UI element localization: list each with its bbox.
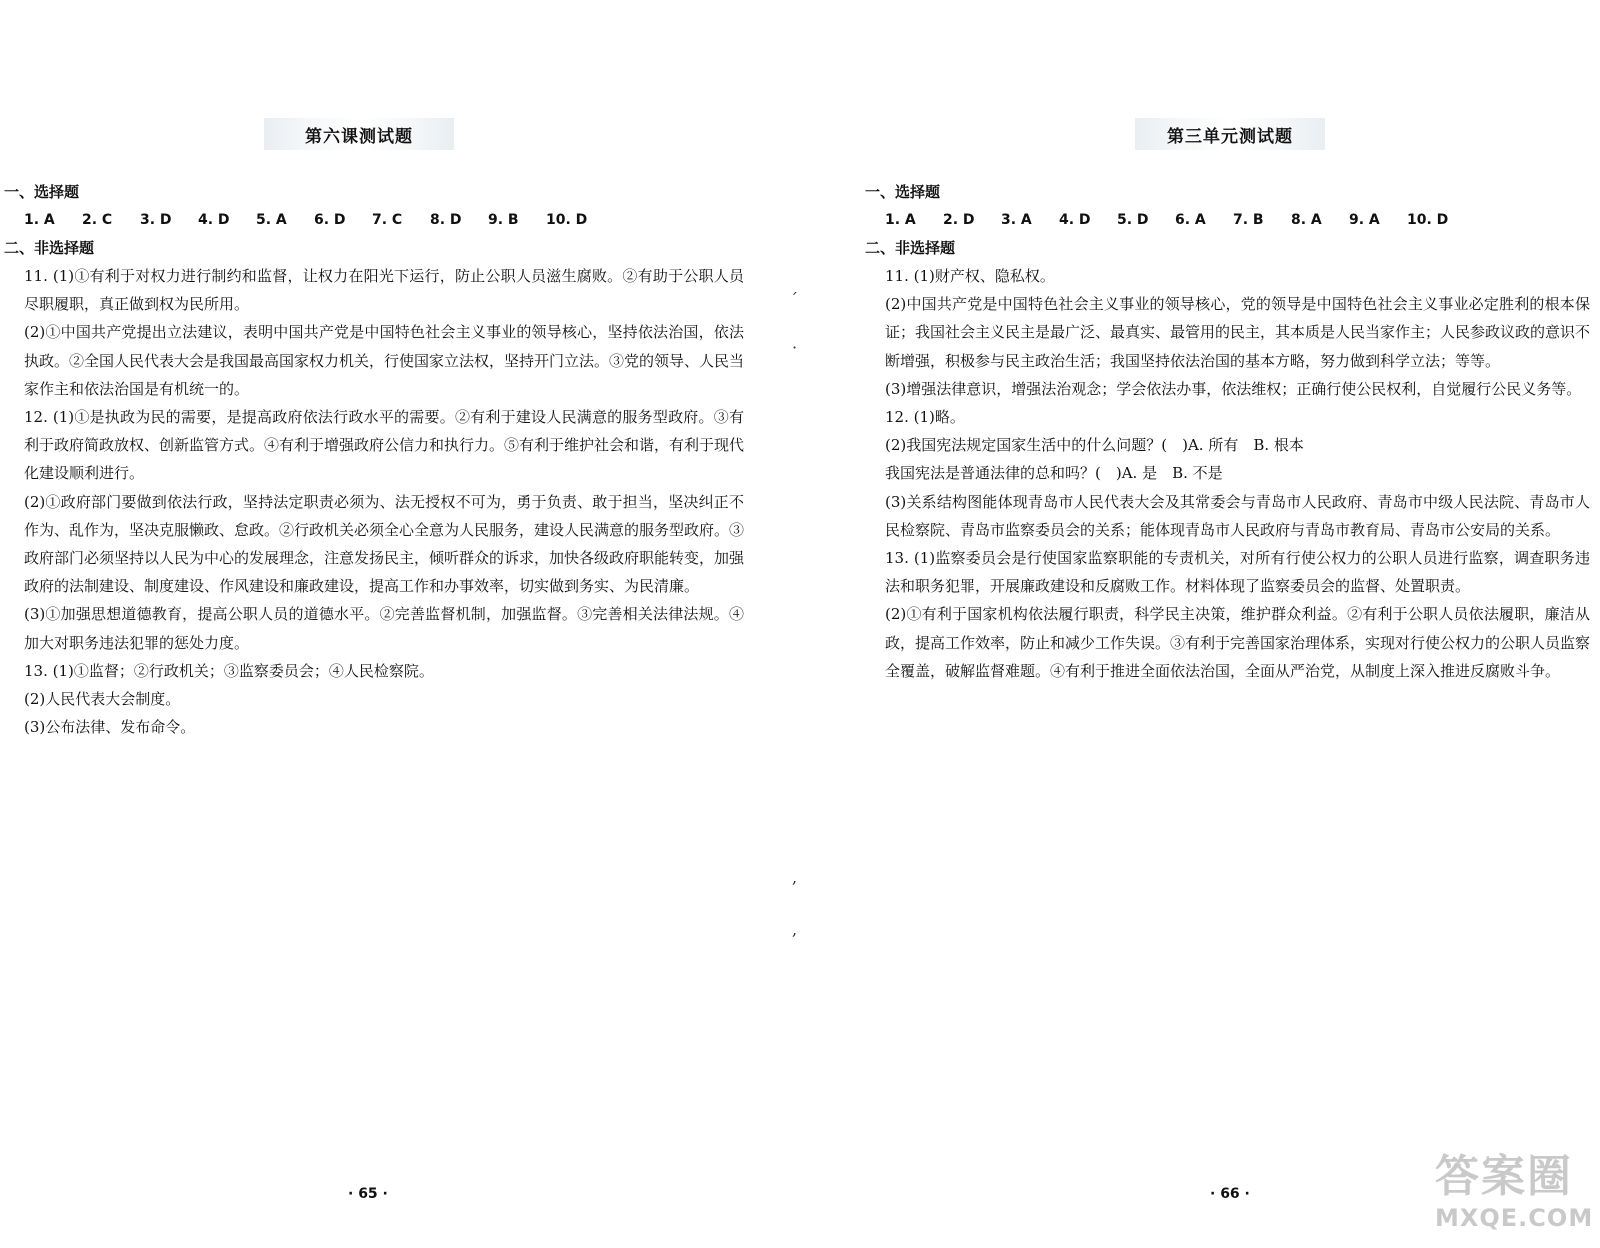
answer-paragraph: (2)①有利于国家机构依法履行职责，科学民主决策，维护群众利益。②有利于公职人员依法履职，廉洁从政，提高工作效率，防止和减少工作失误。③有利于完善国家治理体系，实现对行使公权力的公职人员监察全覆盖，破解监督难题。④有利于推进全面依法治国，全面从严治党，从制度上深入推进反腐败斗争。 [885,605,1591,680]
answer-paragraph: 12. (1)略。 [885,408,965,427]
answer-paragraph: 11. (1)①有利于对权力进行制约和监督，让权力在阳光下运行，防止公职人员滋生腐败。②有助于公职人员尽职履职，真正做到权为民所用。 [24,267,744,314]
left-answer-row [4,206,744,234]
answer-item: 8. A [1291,212,1322,228]
answer-item: 4. D [198,212,230,228]
scan-mark: ˊ [790,290,798,309]
answer-item: 4. D [1059,212,1091,228]
right-page [855,0,1600,1248]
answer-item: 7. B [1233,212,1264,228]
left-page-title: 第六课测试题 [264,118,454,150]
left-section-open-title: 二、非选择题 [4,239,95,257]
answer-paragraph: (2)①政府部门要做到依法行政，坚持法定职责必须为、法无授权不可为，勇于负责、敢于担当，坚决纠正不作为、乱作为，坚决克服懒政、怠政。②行政机关必须全心全意为人民服务，建设人民满意的服务型政府。③政府部门必须坚持以人民为中心的发展理念，注意发扬民主，倾听群众的诉求，加快各级政府职能转变，加强政府的法制建设、制度建设、作风建设和廉政建设，提高工作和办事效率，切实做到务实、为民清廉。 [24,492,745,596]
scan-mark: , [792,920,798,939]
answer-item: 10. D [546,212,588,228]
answer-paragraph: 13. (1)①监督；②行政机关；③监察委员会；④人民检察院。 [24,661,434,680]
answer-item: 10. D [1407,212,1449,228]
answer-item: 2. D [943,212,975,228]
answer-item: 9. B [488,212,519,228]
answer-item: 8. D [430,212,462,228]
answer-item: 3. D [140,212,172,228]
right-answer-row [865,206,1590,234]
left-page [0,0,780,1248]
answer-paragraph: (2)人民代表大会制度。 [24,690,181,709]
answer-item: 6. D [314,212,346,228]
answer-item: 9. A [1349,212,1380,228]
right-page-title: 第三单元测试题 [1135,118,1325,150]
watermark-cn: 答案圈 [1435,1151,1573,1202]
answer-paragraph: (2)①中国共产党提出立法建议，表明中国共产党是中国特色社会主义事业的领导核心，坚持依法治国，依法执政。②全国人民代表大会是我国最高国家权力机关，行使国家立法权，坚持开门立法。③党的领导、人民当家作主和依法治国是有机统一的。 [24,323,745,398]
left-page-number: · 65 · [348,1186,388,1202]
watermark-logo [1435,1140,1595,1240]
answer-item: 1. A [885,212,916,228]
answer-paragraph: 11. (1)财产权、隐私权。 [885,267,1055,285]
watermark-en: MXQE.COM [1435,1204,1594,1232]
answer-item: 6. A [1175,212,1206,228]
right-page-number: · 66 · [1210,1186,1250,1202]
left-section-choice-title: 一、选择题 [4,183,80,201]
right-section-open-title: 二、非选择题 [865,239,956,257]
left-content [4,178,744,741]
answer-paragraph: (2)中国共产党是中国特色社会主义事业的领导核心，党的领导是中国特色社会主义事业必定胜利的根本保证；我国社会主义民主是最广泛、最真实、最管用的民主，其本质是人民当家作主；人民参政议政的意识不断增强，积极参与民主政治生活；我国坚持依法治国的基本方略，努力做到科学立法；等等。 [885,295,1591,370]
answer-item: 7. C [372,212,403,228]
answer-item: 1. A [24,212,55,228]
answer-paragraph: 13. (1)监察委员会是行使国家监察职能的专责机关，对所有行使公权力的公职人员进行监察，调查职务违法和职务犯罪，开展廉政建设和反腐败工作。材料体现了监察委员会的监督、处置职责。 [885,549,1590,596]
answer-paragraph: (3)关系结构图能体现青岛市人民代表大会及其常委会与青岛市人民政府、青岛市中级人民法院、青岛市人民检察院、青岛市监察委员会的关系；能体现青岛市人民政府与青岛市教育局、青岛市公安局的关系。 [885,492,1590,539]
answer-paragraph: (2)我国宪法规定国家生活中的什么问题？( )A. 所有 B. 根本 [885,436,1304,455]
scan-mark: · [792,338,798,357]
answer-paragraph: (3)增强法律意识，增强法治观念；学会依法办事，依法维权；正确行使公民权利，自觉履行公民义务等。 [885,379,1582,398]
scan-mark: , [792,868,798,887]
answer-item: 3. A [1001,212,1032,228]
answer-paragraph: (3)①加强思想道德教育，提高公职人员的道德水平。②完善监督机制，加强监督。③完善相关法律法规。④加大对职务违法犯罪的惩处力度。 [24,605,744,652]
right-section-choice-title: 一、选择题 [865,183,941,201]
answer-item: 2. C [82,212,113,228]
answer-paragraph: (3)公布法律、发布命令。 [24,718,196,737]
answer-item: 5. D [1117,212,1149,228]
answer-paragraph: 12. (1)①是执政为民的需要，是提高政府依法行政水平的需要。②有利于建设人民满意的服务型政府。③有利于政府简政放权、创新监管方式。④有利于增强政府公信力和执行力。⑤有利于维护社会和谐，有利于现代化建设顺利进行。 [24,408,745,483]
answer-paragraph: 我国宪法是普通法律的总和吗？( )A. 是 B. 不是 [885,464,1223,483]
right-content [865,178,1590,685]
answer-item: 5. A [256,212,287,228]
